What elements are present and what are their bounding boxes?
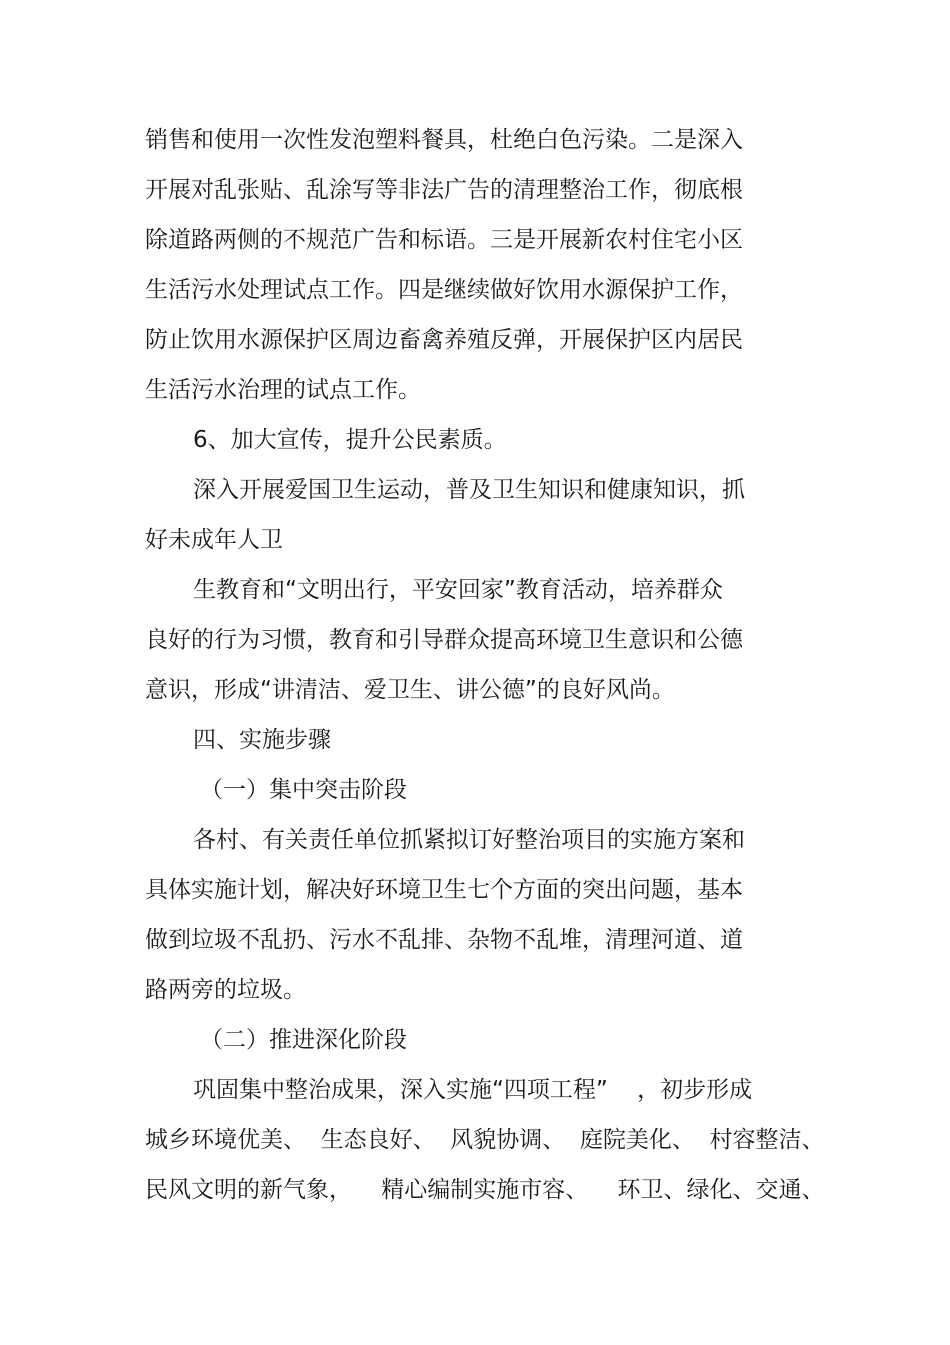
text-line: 好未成年人卫	[145, 527, 283, 553]
text-line: 开展对乱张贴、乱涂写等非法广告的清理整治工作，彻底根	[145, 177, 743, 203]
text-line: 生教育和“文明出行，平安回家”教育活动，培养群众	[193, 577, 723, 603]
text-line: 良好的行为习惯，教育和引导群众提高环境卫生意识和公德	[145, 627, 743, 653]
text-line: 做到垃圾不乱扔、污水不乱排、杂物不乱堆，清理河道、道	[145, 927, 743, 953]
text-line: 防止饮用水源保护区周边畜禽养殖反弹，开展保护区内居民	[145, 327, 743, 353]
text-line: 各村、有关责任单位抓紧拟订好整治项目的实施方案和	[193, 827, 745, 853]
text-line: 生活污水治理的试点工作。	[145, 377, 421, 403]
text-line: 城乡环境优美、 生态良好、 风貌协调、 庭院美化、 村容整洁、	[145, 1127, 825, 1153]
section-heading: 四、实施步骤	[193, 727, 331, 753]
section-heading: 6、加大宣传，提升公民素质。	[193, 427, 507, 453]
text-line: 深入开展爱国卫生运动，普及卫生知识和健康知识，抓	[193, 477, 745, 503]
text-line: 巩固集中整治成果，深入实施“四项工程” ，初步形成	[193, 1077, 753, 1103]
text-line: 意识，形成“讲清洁、爱卫生、讲公德”的良好风尚。	[145, 677, 675, 703]
text-line: 具体实施计划，解决好环境卫生七个方面的突出问题，基本	[145, 877, 743, 903]
subsection-heading: （二）推进深化阶段	[200, 1027, 407, 1053]
text-line: 销售和使用一次性发泡塑料餐具，杜绝白色污染。二是深入	[145, 127, 743, 153]
subsection-heading: （一）集中突击阶段	[200, 777, 407, 803]
text-line: 路两旁的垃圾。	[145, 977, 306, 1003]
text-line: 除道路两侧的不规范广告和标语。三是开展新农村住宅小区	[145, 227, 743, 253]
text-line: 生活污水处理试点工作。四是继续做好饮用水源保护工作，	[145, 277, 743, 303]
text-line: 民风文明的新气象， 精心编制实施市容、 环卫、绿化、交通、	[145, 1177, 825, 1203]
